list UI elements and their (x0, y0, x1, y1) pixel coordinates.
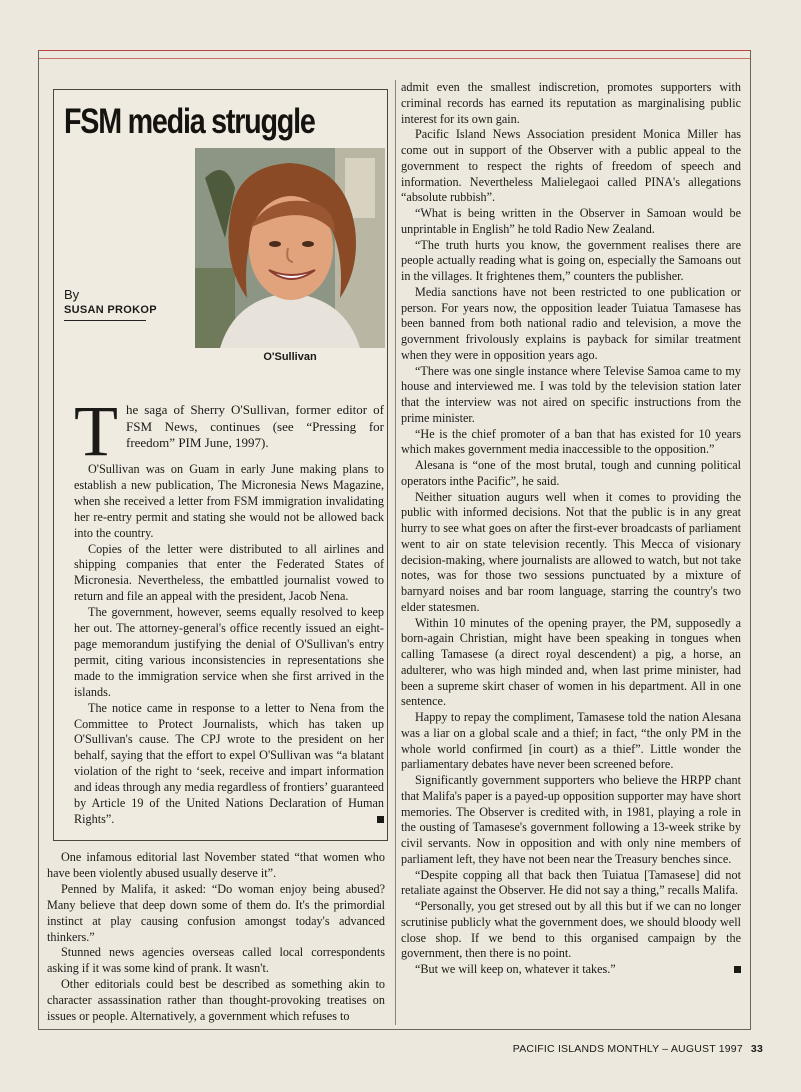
portrait-photo (195, 148, 385, 348)
page-number: 33 (750, 1043, 763, 1055)
article-paragraph: One infamous editorial last November stated “that women who have been violently abused usually deserve it”. (47, 850, 385, 880)
article-paragraph: Alesana is “one of the most brutal, tough and cunning political operators inthe Pacific”, he said. (401, 458, 741, 488)
article-paragraph-text: “But we will keep on, whatever it takes.” (415, 962, 616, 976)
top-red-rule (38, 50, 751, 51)
end-mark-icon (734, 966, 741, 973)
footer-publication: PACIFIC ISLANDS MONTHLY – AUGUST 1997 (512, 1043, 743, 1055)
left-column-continuation (47, 850, 385, 1025)
sidebar-paragraph-text: The notice came in response to a letter to Nena from the Committee to Protect Journalists, which has taken up O'Sullivan's cause. The CPJ wrote to the president on her behalf, saying that the effort to expel O'Sullivan was “a blatant violation of the right to ‘seek, receive and impart information and ideas through any media regardless of frontiers’ guaranteed by Article 19 of the United Nations Declaration of Human Rights”. (74, 700, 384, 826)
photo-caption: O'Sullivan (263, 351, 317, 363)
portrait-illustration (195, 148, 385, 348)
article-paragraph: Significantly government supporters who believe the HRPP chant that Malifa's paper is a payed-up opposition supporter may have short memories. The Observer is credited with, in 1981, playing a role in the ousting of Tamasese's government following a 13-week strike by civil servants. Now in opposition and with only nine members of parliament left, they have not been near the Treasury benches since. (401, 773, 741, 866)
page-frame-right (750, 50, 751, 1030)
drop-cap: T (74, 391, 118, 471)
sidebar-paragraph-last (74, 701, 384, 828)
end-mark-icon (377, 816, 384, 823)
article-paragraph: Neither situation augurs well when it comes to providing the public with informed decisions. Not that the public is in any great hurry to see what goes on after the first-ever broadcasts of parliament went to air on state television recently. This Mecca of visionary decision-making, where journalists are allowed to watch, but not take notes, was for those two sessions punctuated by a mixture of barnyard noises and bar room language, starring the country's two elder statesmen. (401, 489, 741, 614)
article-paragraph: “Despite copping all that back then Tuiatua [Tamasese] did not retaliate against the Observer. He did not say a thing,” recalls Malifa. (401, 867, 741, 898)
top-red-rule-secondary (38, 58, 751, 59)
page-frame-bottom (38, 1029, 751, 1030)
article-paragraph: admit even the smallest indiscretion, promotes supporters with criminal records has earned its reputation as marginalising public interest for its own gain. (401, 80, 741, 126)
intro-text: he saga of Sherry O'Sullivan, former editor of FSM News, continues (see “Pressing for freedom” PIM June, 1997). (125, 402, 384, 451)
page-frame-left (38, 50, 39, 1030)
article-paragraph-last (401, 962, 741, 978)
intro (74, 391, 384, 471)
article-paragraph: “What is being written in the Observer in Samoan would be unprintable in English” he told Radio New Zealand. (401, 206, 741, 236)
article-paragraph: Penned by Malifa, it asked: “Do woman enjoy being abused? Many believe that deep down some of them do. It's the primordial instinct at play causing confusion amongst today's advanced thinkers.” (47, 881, 385, 944)
byline-rule (64, 320, 146, 321)
byline-author: SUSAN PROKOP (64, 304, 157, 316)
byline-prefix: By (64, 287, 80, 302)
article-paragraph: Pacific Island News Association president Monica Miller has come out in support of the Observer with a public appeal to the government to respect the rights of freedom of speech and information. Nevertheless Malielegaoi called PINA's allegations “absolute rubbish”. (401, 127, 741, 205)
sidebar-body (74, 462, 384, 828)
article-paragraph: “The truth hurts you know, the government realises there are people actually reading what is going on, especially the Samoans out in the villages. It frightenes them,” counters the publisher. (401, 237, 741, 283)
article-paragraph: “There was one single instance where Televise Samoa came to my house and interviewed me. I was told by the television station later that the interview was not aired on specific instructions from the prime minister. (401, 363, 741, 425)
right-column (401, 80, 741, 978)
column-divider (395, 80, 396, 1025)
sidebar-paragraph: O'Sullivan was on Guam in early June making plans to establish a new publication, The Micronesia News Magazine, when she received a letter from FSM immigration invalidating her re-entry permit and stating she would not be allowed back into the country. (74, 462, 384, 540)
sidebar-paragraph: The government, however, seems equally resolved to keep her out. The attorney-general's office recently issued an eight-page memorandum justifying the denial of O'Sullivan's entry permit, citing various inconsistencies in representations she made to the immigration service when she first arrived in the islands. (74, 605, 384, 699)
sidebar-box (53, 89, 388, 841)
article-paragraph: Stunned news agencies overseas called local correspondents asking if it was some kind of prank. It wasn't. (47, 945, 385, 976)
headline: FSM media struggle (64, 102, 315, 141)
article-paragraph: Within 10 minutes of the opening prayer, the PM, supposedly a born-again Christian, might have been speaking in tongues when calling Tamasese (a direct royal descendent) a pig, a horse, an adulterer, who was high minded and, when last prime minister, had been a supreme skirt chaser of women in his department. All in one sentence. (401, 615, 741, 709)
page-footer (513, 1043, 763, 1055)
sidebar-paragraph: Copies of the letter were distributed to all airlines and shipping companies that enter the Federated States of Micronesia. Nevertheless, the embattled journalist vowed to return and file an appeal with the president, Jacob Nena. (74, 541, 384, 604)
article-paragraph: “He is the chief promoter of a ban that has existed for 10 years which makes government media inaccessible to the opposition.” (401, 426, 741, 457)
article-paragraph: Other editorials could best be described as something akin to character assassination rather than thought-provoking treatises on issues or people. Alternatively, a government which refuses to (47, 977, 385, 1024)
article-paragraph: Happy to repay the compliment, Tamasese told the nation Alesana was a liar on a global scale and a thief; in fact, “the only PM in the whole world confirmed [in court) as a thief”. Little wonder the parliamentary debates have never been screened before. (401, 710, 741, 772)
article-paragraph: “Personally, you get stresed out by all this but if we can no longer scrutinise publicly what the government does, we should bloody well close shop. If we bend to this organised campaign by the government, then there is no point. (401, 899, 741, 961)
article-paragraph: Media sanctions have not been restricted to one publication or person. For years now, the opposition leader Tuiatua Tamasese has been banned from both national radio and television, a move the government frivolously explains is payback for similar treatment when they were in opposition years ago. (401, 284, 741, 362)
